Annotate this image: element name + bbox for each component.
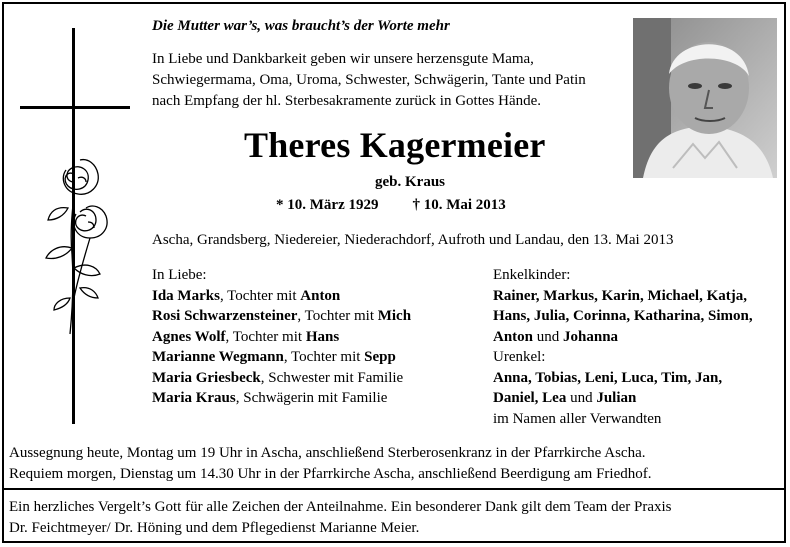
thanks-line: Dr. Feichtmeyer/ Dr. Höning und dem Pflegedienst Marianne Meier. [9,519,420,536]
intro-line: In Liebe und Dankbarkeit geben wir unsere herzensgute Mama, [152,51,534,67]
life-dates [276,197,506,214]
list-item: Daniel, Lea und Julian [493,390,637,406]
death-date: † 10. Mai 2013 [412,197,506,213]
place-and-date: Ascha, Grandsberg, Niedereier, Niederachdorf, Aufroth und Landau, den 13. Mai 2013 [152,232,674,248]
funeral-info [9,443,651,484]
relatives-line: im Namen aller Verwandten [493,410,662,427]
mourners-list [152,265,411,409]
great-grandchildren-heading: Urenkel: [493,349,546,365]
list-item: Anna, Tobias, Leni, Luca, Tim, Jan, [493,369,723,386]
grandchildren-heading: Enkelkinder: [493,267,571,283]
obituary-notice [2,2,786,543]
list-item: Ida Marks, Tochter mit Anton [152,287,341,304]
list-item: Hans, Julia, Corinna, Katharina, Simon, [493,308,753,324]
intro-text [152,49,586,112]
list-item: Maria Kraus, Schwägerin mit Familie [152,390,388,406]
list-item: Marianne Wegmann, Tochter mit Sepp [152,349,396,365]
cross-with-rose-icon [16,28,134,428]
portrait-photo [633,18,777,178]
list-item: Agnes Wolf, Tochter mit Hans [152,328,340,345]
divider [4,488,784,490]
list-item: Rosi Schwarzensteiner, Tochter mit Mich [152,308,412,324]
grandchildren-list [493,265,753,429]
funeral-line: Requiem morgen, Dienstag um 14.30 Uhr in der Pfarrkirche Ascha, anschließend Beerdigung am Friedhof. [9,465,652,482]
thanks-text [9,497,672,538]
birth-date: * 10. März 1929 [276,197,379,213]
mourners-heading: In Liebe: [152,267,207,283]
intro-line: Schwiegermama, Oma, Uroma, Schwester, Schwägerin, Tante und Patin [152,72,586,88]
motto: Die Mutter war’s, was braucht’s der Worte mehr [152,18,450,34]
intro-line: nach Empfang der hl. Sterbesakramente zurück in Gottes Hände. [152,93,542,109]
list-item: Maria Griesbeck, Schwester mit Familie [152,369,404,386]
funeral-line: Aussegnung heute, Montag um 19 Uhr in Ascha, anschließend Sterberosenkranz in der Pfarrkirche Ascha. [9,445,646,461]
thanks-line: Ein herzliches Vergelt’s Gott für alle Zeichen der Anteilnahme. Ein besonderer Dank gilt dem Team der Praxis [9,499,672,515]
list-item: Anton und Johanna [493,328,619,345]
deceased-name: Theres Kagermeier [244,125,546,165]
birth-name: geb. Kraus [375,174,446,190]
list-item: Rainer, Markus, Karin, Michael, Katja, [493,287,748,304]
